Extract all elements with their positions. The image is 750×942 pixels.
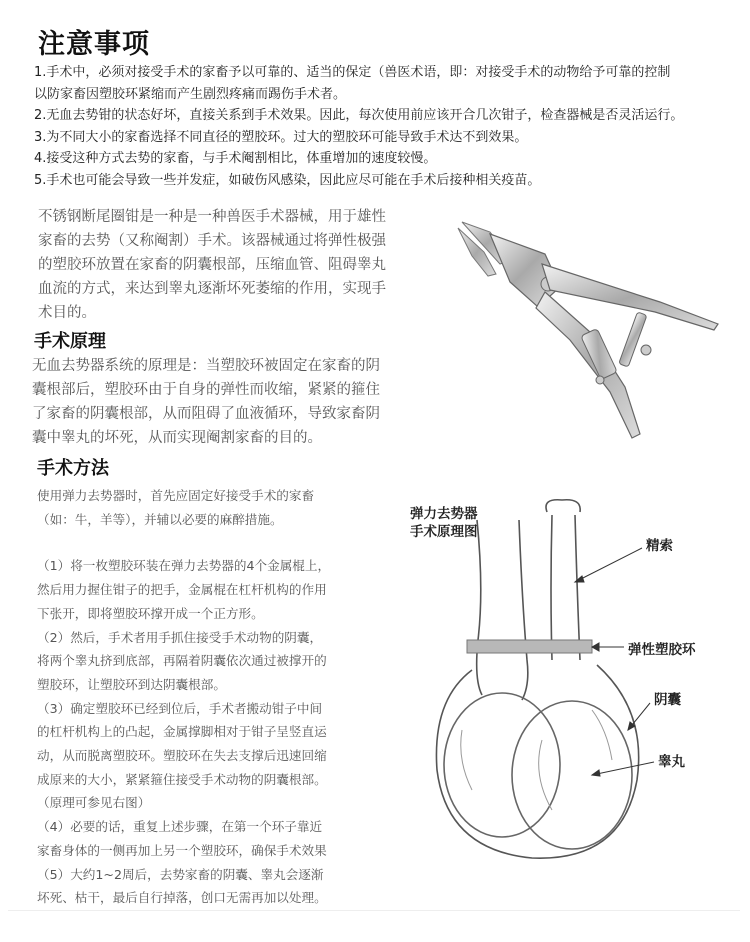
note-line: 5.手术也可能会导致一些并发症，如破伤风感染，因此应尽可能在手术后接种相关疫苗。	[34, 172, 541, 188]
anatomy-diagram	[392, 490, 742, 870]
method-line	[37, 531, 367, 554]
method-line: 坏死、枯干，最后自行掉落，创口无需再加以处理。	[37, 890, 327, 906]
method-line: 下张开，即将塑胶环撑开成一个正方形。	[37, 605, 264, 621]
method-line: （3）确定塑胶环已经到位后，手术者搬动钳子中间	[37, 700, 323, 716]
principle-paragraph	[32, 354, 410, 450]
method-line: 使用弹力去势器时，首先应固定好接受手术的家畜	[37, 488, 315, 503]
method-line: （2）然后，手术者用手抓住接受手术动物的阴囊，	[37, 629, 323, 645]
note-line: 1.手术中，必须对接受手术的家畜予以可靠的、适当的保定（兽医术语，即：对接受手术的动物给予可靠的控制	[34, 65, 671, 80]
elastrator-pliers-image	[450, 212, 735, 447]
label-scrotum: 阴囊	[654, 692, 681, 708]
method-line: 然后用力握住钳子的把手，金属棍在杠杆机构的作用	[37, 582, 327, 598]
method-line: （4）必要的话，重复上述步骤，在第一个环子靠近	[37, 819, 323, 835]
principle-heading: 手术原理	[34, 331, 106, 352]
method-line: 将两个睾丸挤到底部，再隔着阴囊依次通过被撑开的	[37, 653, 327, 669]
intro-line: 的塑胶环放置在家畜的阴囊根部，压缩血管、阻碍睾丸	[38, 257, 386, 273]
notes-list	[34, 62, 734, 191]
principle-line: 了家畜的阴囊根部，从而阻碍了血液循环，导致家畜阴	[32, 406, 380, 422]
principle-line: 无血去势器系统的原理是：当塑胶环被固定在家畜的阴	[32, 358, 380, 374]
intro-paragraph	[38, 205, 423, 325]
method-line: （如：牛，羊等），并辅以必要的麻醉措施。	[37, 511, 283, 527]
intro-line: 不锈钢断尾圈钳是一种是一种兽医手术器械，用于雄性	[38, 209, 386, 225]
method-line: 家畜身体的一侧再加上另一个塑胶环，确保手术效果	[37, 842, 327, 858]
note-line: 4.接受这种方式去势的家畜，与手术阉割相比，体重增加的速度较慢。	[34, 151, 437, 166]
intro-line: 术目的。	[38, 305, 96, 321]
note-line: 2.无血去势钳的状态好坏，直接关系到手术效果。因此，每次使用前应该开合几次钳子，检查器械是否灵活运行。	[34, 108, 684, 123]
method-line: 塑胶环，让塑胶环到达阴囊根部。	[37, 676, 226, 692]
page-title: 注意事项	[38, 29, 150, 60]
anatomy-drawing	[392, 490, 742, 870]
label-testis: 睾丸	[658, 754, 685, 770]
diagram-title-line2: 手术原理图	[410, 524, 478, 540]
method-line: （5）大约1~2周后，去势家畜的阴囊、睾丸会逐渐	[37, 866, 324, 882]
note-line: 以防家畜因塑胶环紧缩而产生剧烈疼痛而踢伤手术者。	[34, 86, 347, 102]
method-paragraph	[37, 484, 367, 910]
method-line: （原理可参见右图）	[37, 795, 151, 811]
diagram-title-line1: 弹力去势器	[410, 506, 478, 522]
method-heading: 手术方法	[37, 458, 109, 479]
method-line: 的杠杆机构上的凸起，金属撑脚相对于钳子呈竖直运	[37, 724, 327, 740]
method-line: 动，从而脱离塑胶环。塑胶环在失去支撑后迅速回缩	[37, 748, 327, 764]
label-elastic-ring: 弹性塑胶环	[628, 642, 696, 658]
intro-line: 血流的方式，来达到睾丸逐渐坏死萎缩的作用，实现手	[38, 281, 386, 297]
principle-line: 囊中睾丸的坏死，从而实现阉割家畜的目的。	[32, 430, 322, 446]
method-line: 成原来的大小，紧紧箍住接受手术动物的阴囊根部。	[37, 771, 327, 787]
intro-line: 家畜的去势（又称阉割）手术。该器械通过将弹性极强	[38, 233, 386, 249]
principle-line: 囊根部后，塑胶环由于自身的弹性而收缩，紧紧的箍住	[32, 382, 380, 398]
note-line: 3.为不同大小的家畜选择不同直径的塑胶环。过大的塑胶环可能导致手术达不到效果。	[34, 129, 528, 145]
label-spermatic-cord: 精索	[646, 538, 673, 554]
method-line: （1）将一枚塑胶环装在弹力去势器的4个金属棍上，	[37, 558, 331, 574]
